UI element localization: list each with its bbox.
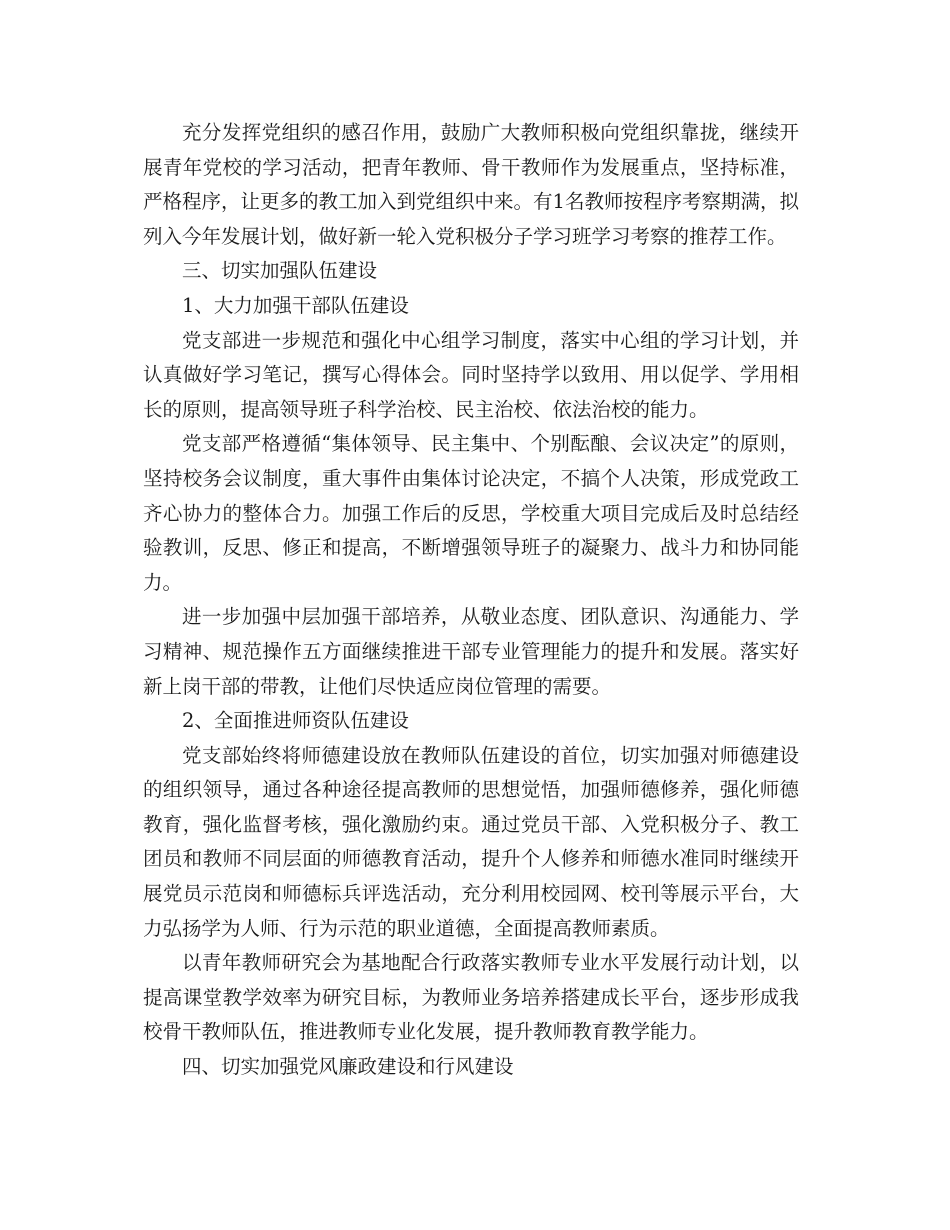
paragraph-collective-leadership: 党支部严格遵循“集体领导、民主集中、个别酝酿、会议决定”的原则，坚持校务会议制度，重大事件由集体讨论决定，不搞个人决策，形成党政工齐心协力的整体合力。加强工作后的反思，学校重大项目完成后及时总结经验教训，反思、修正和提高，不断增强领导班子的凝聚力、战斗力和协同能力。 [143,432,799,594]
heading-section-4: 四、切实加强党风廉政建设和行风建设 [182,1055,514,1079]
paragraph-party-development: 充分发挥党组织的感召作用，鼓励广大教师积极向党组织靠拢，继续开展青年党校的学习活动，把青年教师、骨干教师作为发展重点，坚持标准，严格程序，让更多的教工加入到党组织中来。有1名教师按程序考察期满，拟列入今年发展计划，做好新一轮入党积极分子学习班学习考察的推荐工作。 [143,121,799,248]
subheading-cadre-team: 1、大力加强干部队伍建设 [182,293,409,317]
subheading-teacher-team: 2、全面推进师资队伍建设 [182,709,409,733]
document-body [143,116,799,1085]
paragraph-young-teacher-research: 以青年教师研究会为基地配合行政落实教师专业水平发展行动计划，以提高课堂教学效率为研究目标，为教师业务培养搭建成长平台，逐步形成我校骨干教师队伍，推进教师专业化发展，提升教师教育教学能力。 [143,951,799,1044]
paragraph-study-system: 党支部进一步规范和强化中心组学习制度，落实中心组的学习计划，并认真做好学习笔记，撰写心得体会。同时坚持学以致用、用以促学、学用相长的原则，提高领导班子科学治校、民主治校、依法治校的能力。 [143,328,799,421]
heading-section-3: 三、切实加强队伍建设 [182,259,378,283]
paragraph-middle-cadre-training: 进一步加强中层加强干部培养，从敬业态度、团队意识、沟通能力、学习精神、规范操作五方面继续推进干部专业管理能力的提升和发展。落实好新上岗干部的带教，让他们尽快适应岗位管理的需要。 [143,605,799,698]
paragraph-teacher-ethics: 党支部始终将师德建设放在教师队伍建设的首位，切实加强对师德建设的组织领导，通过各种途径提高教师的思想觉悟，加强师德修养，强化师德教育，强化监督考核，强化激励约束。通过党员干部、入党积极分子、教工团员和教师不同层面的师德教育活动，提升个人修养和师德水准同时继续开展党员示范岗和师德标兵评选活动，充分利用校园网、校刊等展示平台，大力弘扬学为人师、行为示范的职业道德，全面提高教师素质。 [143,743,799,940]
